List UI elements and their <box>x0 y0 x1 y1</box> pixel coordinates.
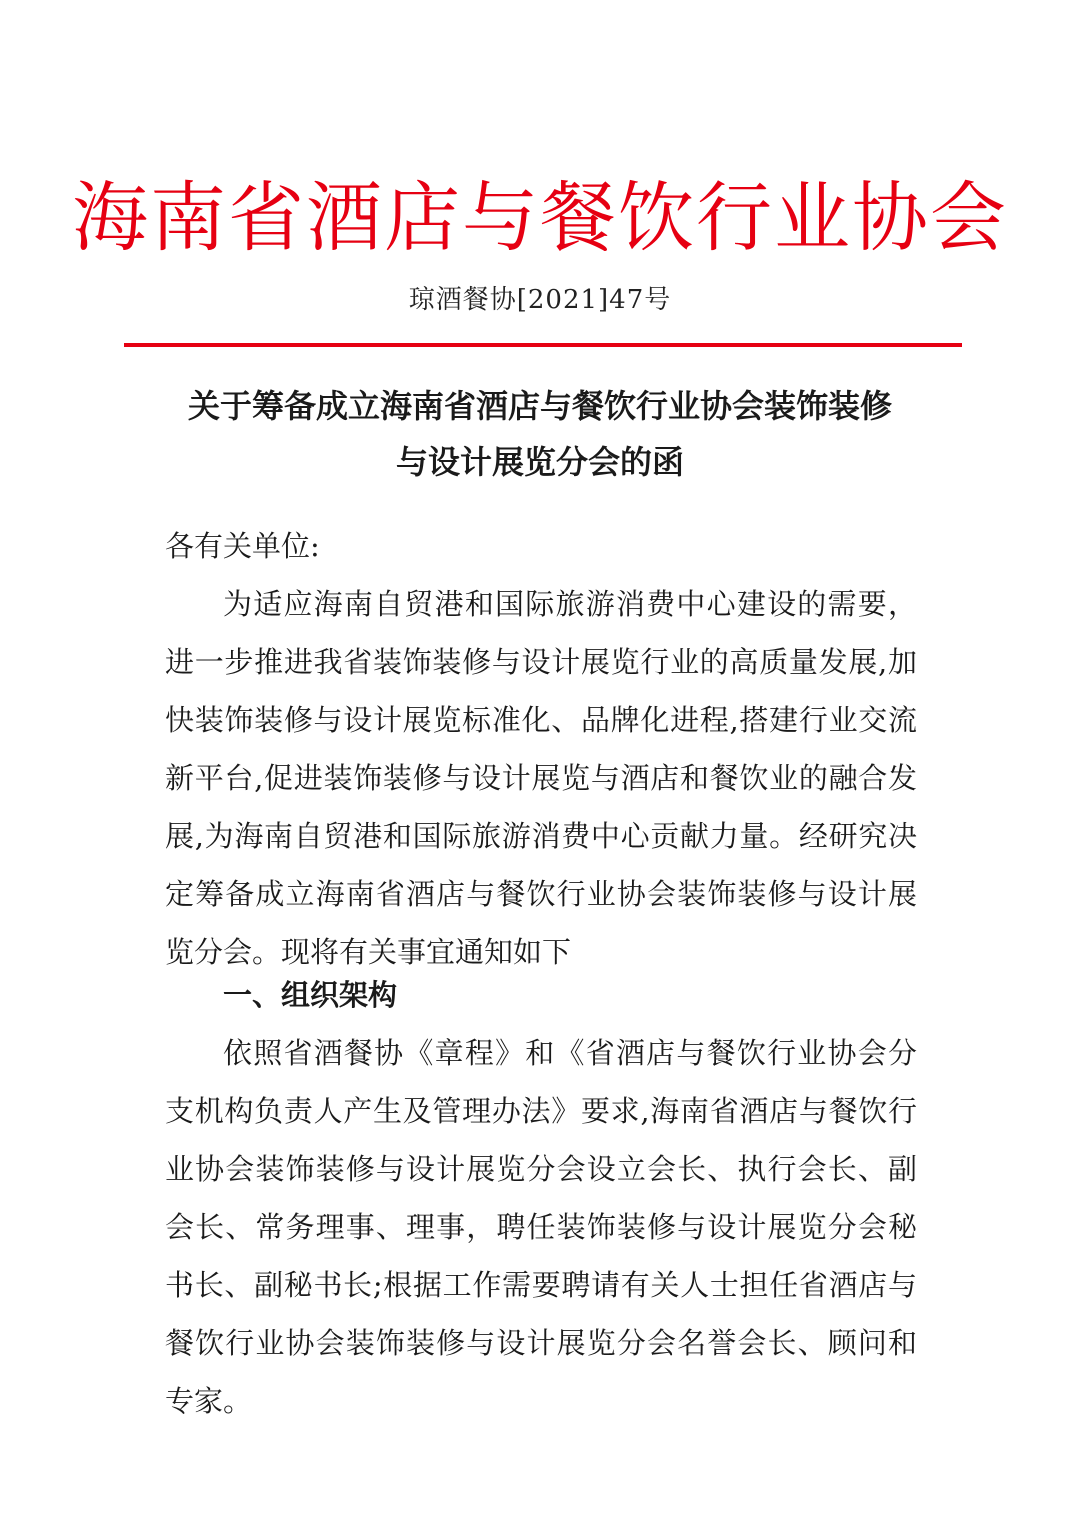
intro-paragraph: 为适应海南自贸港和国际旅游消费中心建设的需要，进一步推进我省装饰装修与设计展览行业的高质量发展,加快装饰装修与设计展览标准化、品牌化进程,搭建行业交流新平台,促进装饰装修与设计展览与酒店和餐饮业的融合发展,为海南自贸港和国际旅游消费中心贡献力量。经研究决定筹备成立海南省酒店与餐饮行业协会装饰装修与设计展览分会。现将有关事宜通知如下 <box>165 587 917 969</box>
organization-header: 海南省酒店与餐饮行业协会 <box>72 173 1008 262</box>
section-paragraph-organization: 依照省酒餐协《章程》和《省酒店与餐饮行业协会分支机构负责人产生及管理办法》要求,海南省酒店与餐饮行业协会装饰装修与设计展览分会设立会长、执行会长、副会长、常务理事、理事，聘任装饰装修与设计展览分会秘书长、副秘书长;根据工作需要聘请有关人士担任省酒店与餐饮行业协会装饰装修与设计展览分会名誉会长、顾问和专家。 <box>165 1036 917 1418</box>
red-divider-line <box>124 343 962 347</box>
document-title <box>120 378 960 490</box>
document-title-line-2: 与设计展览分会的函 <box>395 443 684 481</box>
salutation: 各有关单位: <box>165 529 320 563</box>
document-number: 琼酒餐协[2021]47号 <box>408 285 672 315</box>
document-title-line-1: 关于筹备成立海南省酒店与餐饮行业协会装饰装修 <box>187 387 892 425</box>
section-heading-organization: 一、组织架构 <box>223 978 398 1012</box>
